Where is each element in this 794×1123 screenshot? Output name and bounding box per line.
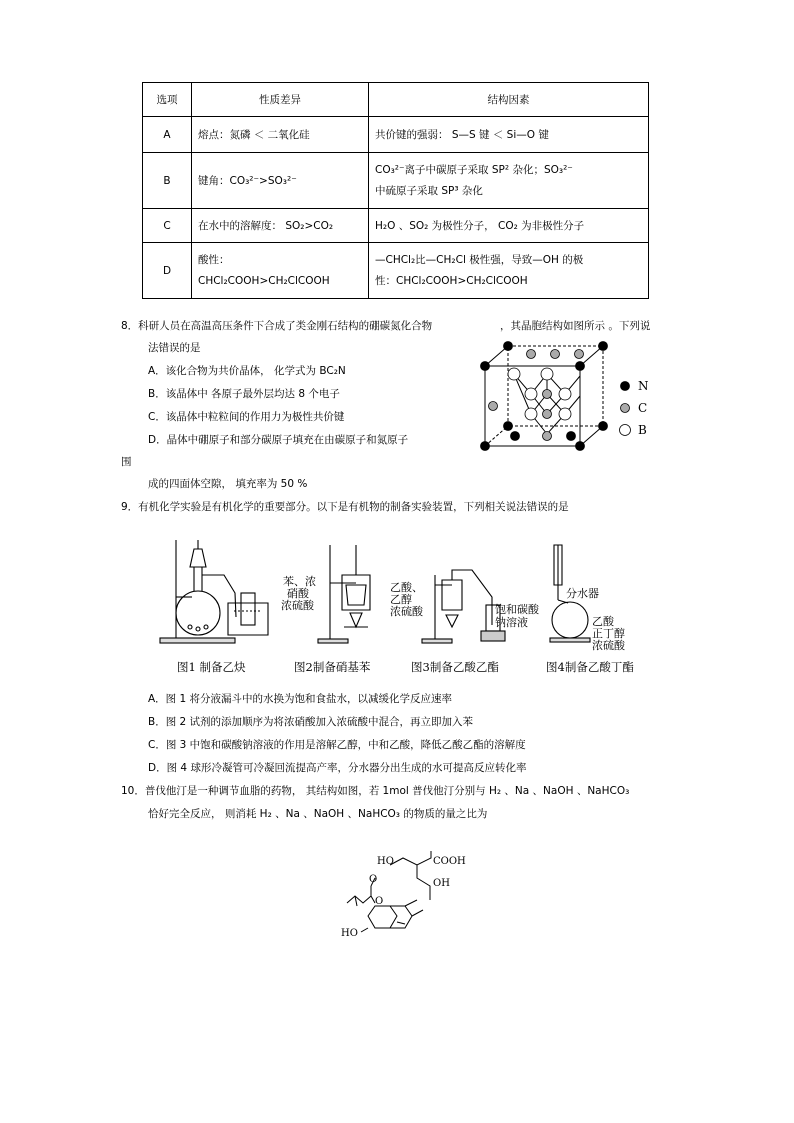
fig4-reagent-line2: 正丁醇 [592,627,625,640]
fig2-reagent-line2: 硝酸 [287,587,309,600]
table-header-row [143,83,649,117]
q8-option-d-wrap: 围 [121,456,132,468]
fig1-caption: 图1 制备乙炔 [177,660,246,674]
lab-apparatus-figures [150,535,650,655]
table-row [143,209,649,243]
fig2-reagent-line3: 浓硫酸 [281,599,314,612]
crystal-cell-diagram [475,336,655,451]
struct-ho-top: HO [377,856,394,867]
q9-option-c: C．图 3 中饱和碳酸钠溶液的作用是溶解乙醇，中和乙酸，降低乙酸乙酯的溶解度 [148,739,526,751]
q8-stem-part2: ，其晶胞结构如图所示 。下列说 [500,320,651,332]
table-header-structure: 结构因素 [369,83,649,117]
fig3-reagent-line3: 浓硫酸 [390,605,423,618]
legend-c-icon [621,404,630,413]
q10-stem-line1: 10．普伐他汀是一种调节血脂的药物， 其结构如图，若 1mol 普伐他汀分别与 H₂ 、Na 、NaOH 、NaHCO₃ [121,785,630,797]
struct-ho-bottom: HO [341,928,358,939]
table-cell-structure: H₂O 、SO₂ 为极性分子， CO₂ 为非极性分子 [369,209,649,243]
q9-option-a: A．图 1 将分液漏斗中的水换为饱和食盐水，以减缓化学反应速率 [148,693,453,705]
table-cell-property [192,243,369,299]
table-cell-line: 性：CHCl₂COOH>CH₂ClCOOH [375,274,528,287]
pravastatin-structure [335,848,485,943]
q8-option-d-line2: 成的四面体空隙， 填充率为 50 % [148,478,308,490]
table-cell-option: C [143,209,192,243]
q8-stem-part3: 法错误的是 [148,342,201,354]
table-cell-property: 熔点：氮磷 ＜ 二氧化硅 [192,117,369,153]
table-row [143,243,649,299]
fig2-reagent-line1: 苯、浓 [283,575,316,588]
q8-option-a: A．该化合物为共价晶体， 化学式为 BC₂N [148,365,346,377]
table-row [143,153,649,209]
table-cell-property: 键角：CO₃²⁻>SO₃²⁻ [192,153,369,209]
q9-option-d: D．图 4 球形冷凝管可冷凝回流提高产率，分水器分出生成的水可提高反应转化率 [148,762,527,774]
q8-stem-part1: 8．科研人员在高温高压条件下合成了类金刚石结构的硼碳氮化合物 [121,320,433,332]
comparison-table [142,82,649,299]
table-cell-line: CHCl₂COOH>CH₂ClCOOH [198,274,330,287]
table-cell-option: D [143,243,192,299]
q8-option-d: D．晶体中硼原子和部分碳原子填充在由碳原子和氮原子 [148,434,409,446]
table-cell-line: CO₃²⁻离子中碳原子采取 SP² 杂化；SO₃²⁻ [375,163,573,176]
table-cell-structure: 共价键的强弱： S—S 键 ＜ Si—O 键 [369,117,649,153]
fig3-caption: 图3制备乙酸乙酯 [411,660,499,674]
legend-n-label: N [638,379,649,393]
struct-oh: OH [433,878,450,889]
fig4-reagent-line3: 浓硫酸 [592,639,625,652]
table-row [143,117,649,153]
table-header-property: 性质差异 [192,83,369,117]
table-cell-option: B [143,153,192,209]
fig4-reagent-line1: 乙酸 [592,615,614,628]
q9-option-b: B．图 2 试剂的添加顺序为将浓硝酸加入浓硫酸中混合，再立即加入苯 [148,716,474,728]
table-cell-line: 中硫原子采取 SP³ 杂化 [375,184,483,197]
q8-option-b: B．该晶体中 各原子最外层均达 8 个电子 [148,388,340,400]
struct-cooh: COOH [433,856,466,867]
fig3-receiver-line2: 钠溶液 [495,616,528,629]
legend-b-icon [620,425,631,436]
table-cell-option: A [143,117,192,153]
fig3-reagent-line2: 乙醇 [390,593,412,606]
fig3-reagent-line1: 乙酸、 [390,581,423,594]
fig3-receiver-line1: 饱和碳酸 [495,603,539,616]
q9-stem: 9．有机化学实验是有机化学的重要部分。以下是有机物的制备实验装置，下列相关说法错误的是 [121,501,569,513]
table-header-option: 选项 [143,83,192,117]
table-cell-property: 在水中的溶解度： SO₂>CO₂ [192,209,369,243]
struct-carbonyl-o: O [369,874,378,885]
legend-n-icon [621,382,630,391]
table-cell-structure [369,243,649,299]
fig2-caption: 图2制备硝基苯 [294,660,371,674]
table-cell-line: —CHCl₂比—CH₂Cl 极性强，导致—OH 的极 [375,253,584,266]
legend-c-label: C [638,401,648,415]
struct-ester-o: O [375,896,384,907]
fig4-separator-label: 分水器 [566,587,599,600]
legend-b-label: B [638,423,647,437]
fig4-caption: 图4制备乙酸丁酯 [546,660,634,674]
q10-stem-line2: 恰好完全反应， 则消耗 H₂ 、Na 、NaOH 、NaHCO₃ 的物质的量之比为 [148,808,488,820]
q8-option-c: C．该晶体中粒粒间的作用力为极性共价键 [148,411,345,423]
table-cell-line: 酸性： [198,253,230,266]
table-cell-structure [369,153,649,209]
